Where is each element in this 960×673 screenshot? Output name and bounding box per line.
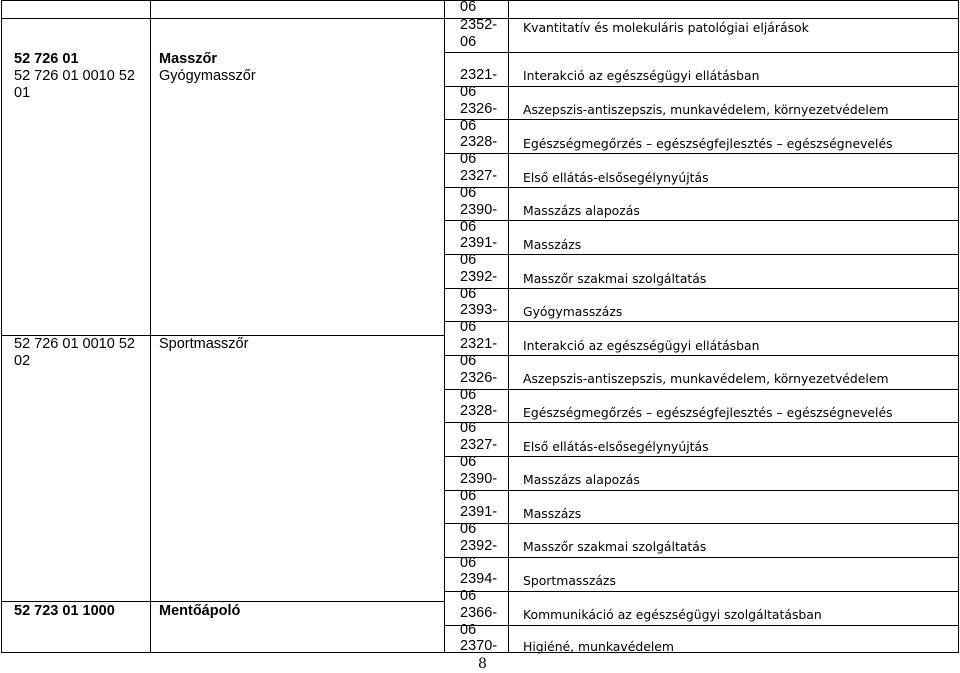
unit-code: 2394- 06 [460, 571, 498, 604]
module-title: Aszepszis-antiszepszis, munkavédelem, környezetvédelem [523, 102, 889, 117]
unit-code: 2321- 06 [460, 336, 498, 369]
unit-code: 2391- 06 [460, 504, 498, 537]
qualification-name: Sportmasszőr [159, 336, 249, 352]
qualification-name: Masszőr [159, 51, 218, 67]
module-title: Sportmasszázs [523, 573, 616, 588]
unit-code: 2328- 06 [460, 134, 498, 167]
qualification-code: 52 723 01 1000 [14, 603, 115, 619]
unit-code: 06 [460, 0, 477, 15]
module-title: Masszázs [523, 506, 582, 521]
module-title: Egészségmegőrzés – egészségfejlesztés – egészségnevelés [523, 136, 893, 151]
unit-code: 2391- 06 [460, 235, 498, 268]
module-title: Masszőr szakmai szolgáltatás [523, 271, 707, 286]
qualification-code: 52 726 01 0010 52 02 [14, 336, 135, 369]
unit-code: 2392- 06 [460, 269, 498, 302]
module-title: Egészségmegőrzés – egészségfejlesztés – egészségnevelés [523, 405, 893, 420]
unit-code: 2328- 06 [460, 403, 498, 436]
module-title: Interakció az egészségügyi ellátásban [523, 338, 760, 353]
module-title: Első ellátás-elsősegélynyújtás [523, 439, 709, 454]
module-title: Masszőr szakmai szolgáltatás [523, 539, 707, 554]
module-title: Masszázs alapozás [523, 472, 640, 487]
qualification-code: 52 726 01 [14, 51, 79, 67]
unit-code: 2327- 06 [460, 168, 498, 201]
module-title: Kommunikáció az egészségügyi szolgáltatásban [523, 607, 822, 622]
qualification-name: Gyógymasszőr [159, 68, 256, 84]
unit-code: 2326- 06 [460, 101, 498, 134]
unit-code: 2326- 06 [460, 370, 498, 403]
module-title: Higiéné, munkavédelem [523, 639, 674, 654]
unit-code: 2352- 06 [460, 17, 498, 50]
unit-code: 2370- [460, 638, 498, 654]
qualification-name: Mentőápoló [159, 603, 241, 619]
module-title: Masszázs [523, 237, 582, 252]
module-title: Aszepszis-antiszepszis, munkavédelem, környezetvédelem [523, 371, 889, 386]
unit-code: 2392- 06 [460, 538, 498, 571]
module-title: Gyógymasszázs [523, 304, 623, 319]
unit-code: 2393- 06 [460, 302, 498, 335]
unit-code: 2390- 06 [460, 471, 498, 504]
qualification-code: 52 726 01 0010 52 01 [14, 68, 135, 101]
module-title: Első ellátás-elsősegélynyújtás [523, 170, 709, 185]
unit-code: 2390- 06 [460, 202, 498, 235]
unit-code: 2321- 06 [460, 67, 498, 100]
module-title: Masszázs alapozás [523, 203, 640, 218]
unit-code: 2327- 06 [460, 437, 498, 470]
unit-code: 2366- 06 [460, 605, 498, 638]
page-number: 8 [478, 656, 487, 672]
module-title: Interakció az egészségügyi ellátásban [523, 68, 760, 83]
module-title: Kvantitatív és molekuláris patológiai eljárások [523, 20, 809, 35]
